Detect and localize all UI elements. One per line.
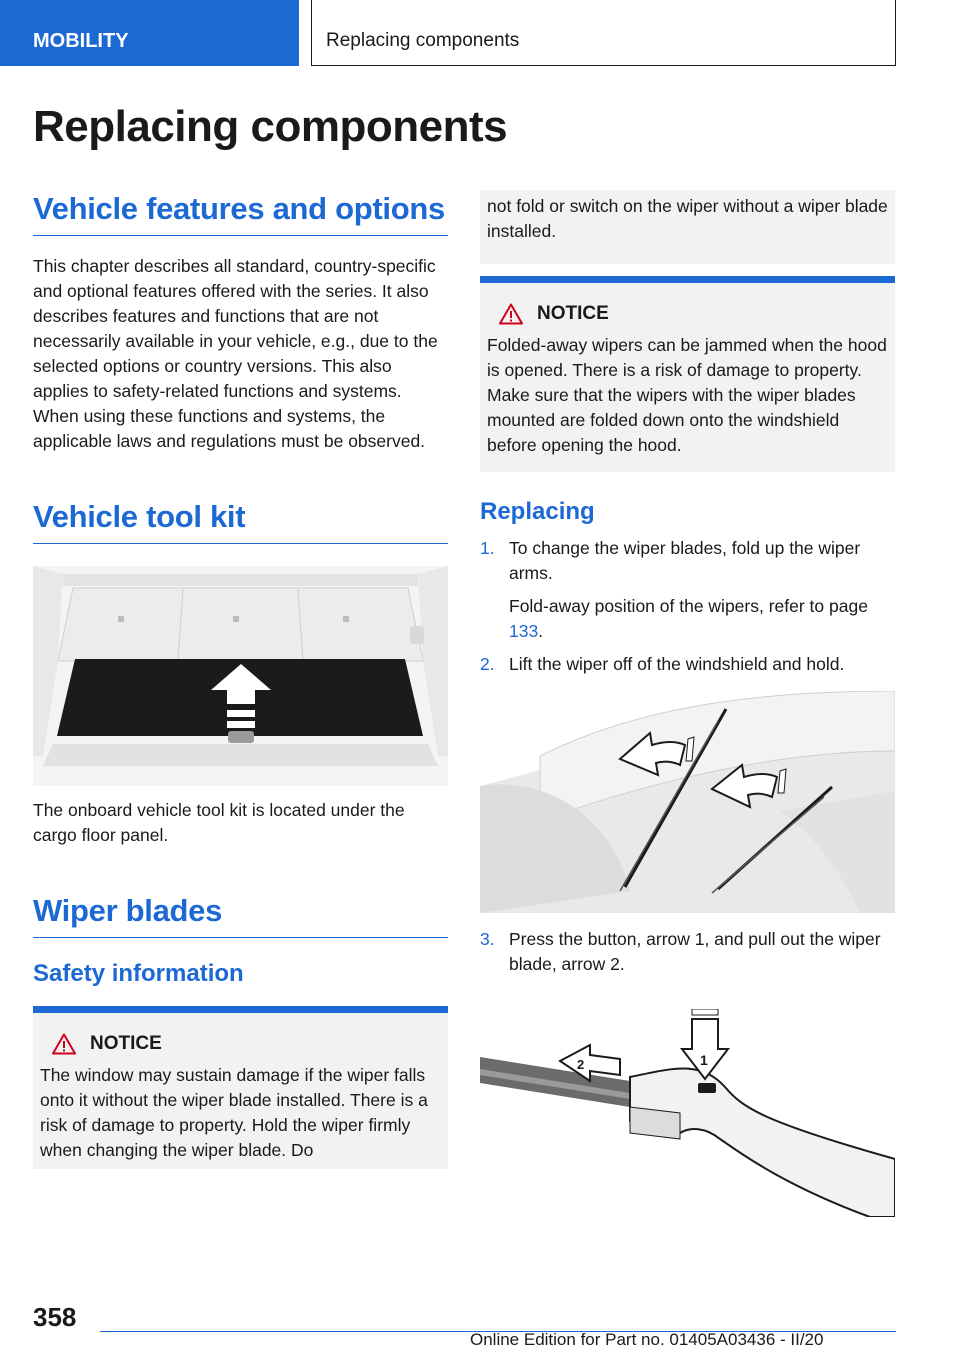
notice-box-1 (33, 1006, 448, 1169)
warning-icon (52, 1033, 76, 1055)
warning-icon (499, 303, 523, 325)
replacing-heading: Replacing (480, 498, 595, 525)
section-tab[interactable]: MOBILITY (0, 0, 299, 66)
notice-label: NOTICE (537, 303, 609, 324)
page-link[interactable]: 133 (509, 621, 539, 641)
edition-text: Online Edition for Part no. 01405A03436 - II/20 (470, 1330, 824, 1349)
step-text: Press the button, arrow 1, and pull out the wiper blade, arrow 2. (509, 929, 881, 974)
page-number: 358 (33, 1302, 77, 1332)
step-item (480, 927, 895, 977)
page-title: Replacing components (33, 102, 508, 151)
tool-kit-illustration (33, 566, 448, 786)
toolkit-caption: The onboard vehicle tool kit is located under the cargo floor panel. (33, 800, 405, 845)
notice-box-2 (480, 276, 895, 472)
arrow-number-2: 2 (577, 1057, 585, 1072)
safety-heading: Safety information (33, 960, 244, 987)
step-text: To change the wiper blades, fold up the wiper arms. (509, 538, 861, 583)
wiper-lift-illustration (480, 691, 895, 913)
features-heading: Vehicle features and options (33, 190, 448, 236)
step-item (480, 652, 895, 677)
right-column (480, 190, 895, 1217)
arrow-number-1: 1 (700, 1052, 708, 1068)
page-header (0, 0, 960, 66)
step-number: 3. (480, 929, 495, 949)
step-cont-text: Fold-away position of the wipers, refer to page (509, 596, 868, 616)
replacing-steps (480, 536, 895, 677)
step-cont-end: . (538, 621, 544, 641)
notice-text-continued: not fold or switch on the wiper without a wiper blade installed. (487, 196, 888, 241)
notice-box-1-continued (480, 190, 895, 264)
replacing-steps-continued (480, 927, 895, 977)
step-continuation (509, 594, 895, 644)
step-number: 2. (480, 654, 495, 674)
step-item (480, 536, 895, 644)
wiper-heading: Wiper blades (33, 892, 448, 938)
notice-text: The window may sustain damage if the wiper falls onto it without the wiper blade installed. There is a risk of damage to property. Hold the wiper firmly when changing the wiper blade. Do (40, 1065, 428, 1160)
notice-text: Folded-away wipers can be jammed when the hood is opened. There is a risk of damage to property. Make sure that the wipers with the wiper blades mounted are folded down onto the windshield before opening the hood. (487, 335, 887, 455)
step-number: 1. (480, 538, 495, 558)
left-column (33, 190, 448, 1169)
step-text: Lift the wiper off of the windshield and hold. (509, 654, 845, 674)
breadcrumb: Replacing components (311, 0, 896, 66)
features-text: This chapter describes all standard, country-specific and optional features offered with the series. It also describes features and functions that are not necessarily available in your vehicle, e.g., due to the selected options or country versions. This also applies to safety-related functions and systems. When using these functions and systems, the applicable laws and regulations must be observed. (33, 256, 438, 451)
toolkit-heading: Vehicle tool kit (33, 498, 448, 544)
wiper-blade-removal-illustration (480, 1009, 895, 1217)
notice-label: NOTICE (90, 1033, 162, 1054)
